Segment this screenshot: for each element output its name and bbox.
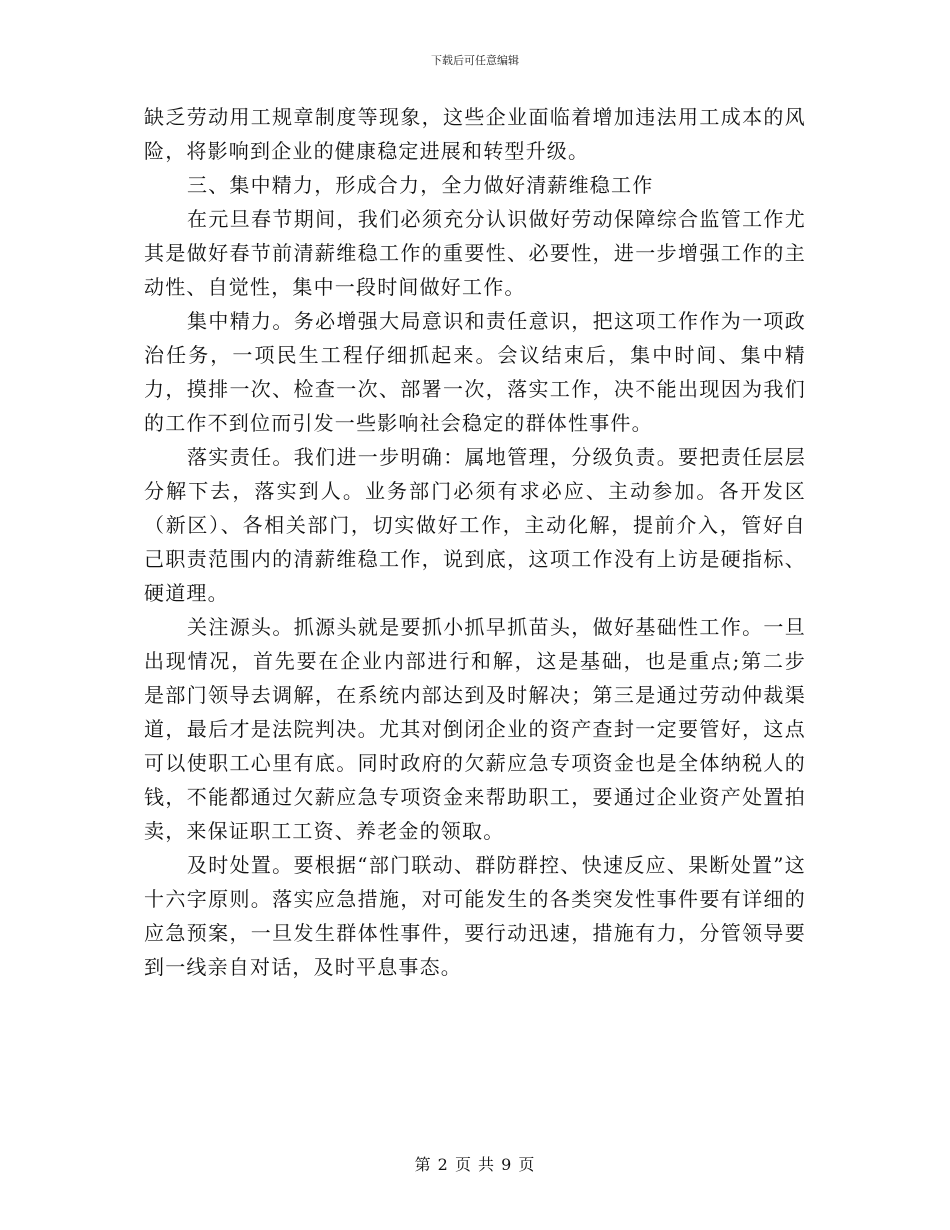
paragraph-continuation: 缺乏劳动用工规章制度等现象，这些企业面临着增加违法用工成本的风险，将影响到企业的健康稳定进展和转型升级。 (144, 105, 806, 163)
section-heading: 三、集中精力，形成合力，全力做好清薪维稳工作 (187, 173, 654, 197)
paragraph-intro: 在元旦春节期间，我们必须充分认识做好劳动保障综合监管工作尤其是做好春节前清薪维稳工作的重要性、必要性，进一步增强工作的主动性、自觉性，集中一段时间做好工作。 (144, 207, 806, 299)
page-number-footer: 第 2 页 共 9 页 (414, 1155, 536, 1174)
paragraph-focus: 集中精力。务必增强大局意识和责任意识，把这项工作作为一项政治任务，一项民生工程仔细抓起来。会议结束后，集中时间、集中精力，摸排一次、检查一次、部署一次，落实工作，决不能出现因为我们的工作不到位而引发一些影响社会稳定的群体性事件。 (144, 309, 806, 435)
header-note: 下载后可任意编辑 (431, 54, 519, 67)
paragraph-source: 关注源头。抓源头就是要抓小抓早抓苗头，做好基础性工作。一旦出现情况，首先要在企业内部进行和解，这是基础，也是重点;第二步是部门领导去调解，在系统内部达到及时解决；第三是通过劳动仲裁渠道，最后才是法院判决。尤其对倒闭企业的资产查封一定要管好，这点可以使职工心里有底。同时政府的欠薪应急专项资金也是全体纳税人的钱，不能都通过欠薪应急专项资金来帮助职工，要通过企业资产处置拍卖，来保证职工工资、养老金的领取。 (144, 615, 806, 843)
body-text (144, 100, 806, 984)
paragraph-handling: 及时处置。要根据“部门联动、群防群控、快速反应、果断处置”这十六字原则。落实应急措施，对可能发生的各类突发性事件要有详细的应急预案，一旦发生群体性事件，要行动迅速，措施有力，分管领导要到一线亲自对话，及时平息事态。 (144, 853, 806, 979)
paragraph-responsibility: 落实责任。我们进一步明确：属地管理，分级负责。要把责任层层分解下去，落实到人。业务部门必须有求必应、主动参加。各开发区（新区）、各相关部门，切实做好工作，主动化解，提前介入，管好自己职责范围内的清薪维稳工作，说到底，这项工作没有上访是硬指标、硬道理。 (144, 445, 806, 605)
